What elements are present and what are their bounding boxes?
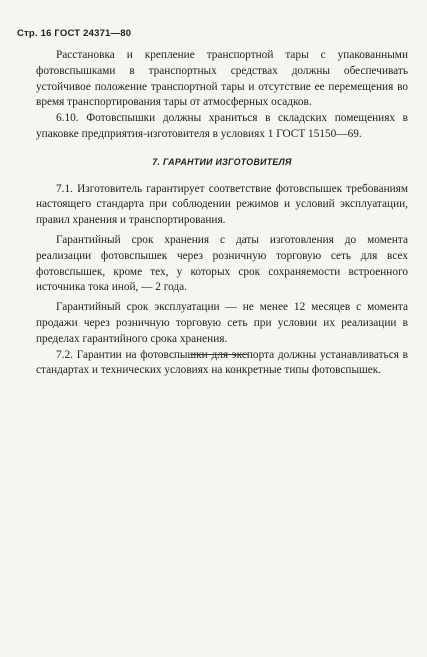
paragraph-storage-warranty: Гарантийный срок хранения с даты изготовления до момента реализации фотовспышек через розничную торговую сеть для всех фотовспышек, кроме тех, у которых срок сохраняемости встроенного источника тока иной, — 2 года. xyxy=(36,233,408,294)
document-body xyxy=(36,48,408,379)
end-divider xyxy=(190,354,249,355)
page-header: Стр. 16 ГОСТ 24371—80 xyxy=(17,28,132,39)
paragraph-operation-warranty: Гарантийный срок эксплуатации — не менее 12 месяцев с момента продажи через розничную торговую сеть при условии их реализации в пределах гарантийного срока хранения. xyxy=(36,301,408,345)
paragraph-7-1: 7.1. Изготовитель гарантирует соответствие фотовспышек требованиям настоящего стандарта при соблюдении режимов и условий эксплуатации, правил хранения и транспортирования. xyxy=(36,182,408,227)
section-heading: 7. ГАРАНТИИ ИЗГОТОВИТЕЛЯ xyxy=(152,156,292,167)
paragraph-packaging-placement: Расстановка и крепление транспортной тары с упакованными фотовспышками в транспортных средствах должны обеспечивать устойчивое положение транспортной тары и отсутствие ее перемещения во время транспортирования тары от атмосферных осадков. xyxy=(36,49,408,109)
paragraph-6-10: 6.10. Фотовспышки должны храниться в складских помещениях в упаковке предприятия-изготовителя в условиях 1 ГОСТ 15150—69. xyxy=(36,112,408,140)
paragraph-7-2: 7.2. Гарантии на фотовспышки для экспорта должны устанавливаться в стандартах и технических условиях на конкретные типы фотовспышек. xyxy=(36,348,408,377)
